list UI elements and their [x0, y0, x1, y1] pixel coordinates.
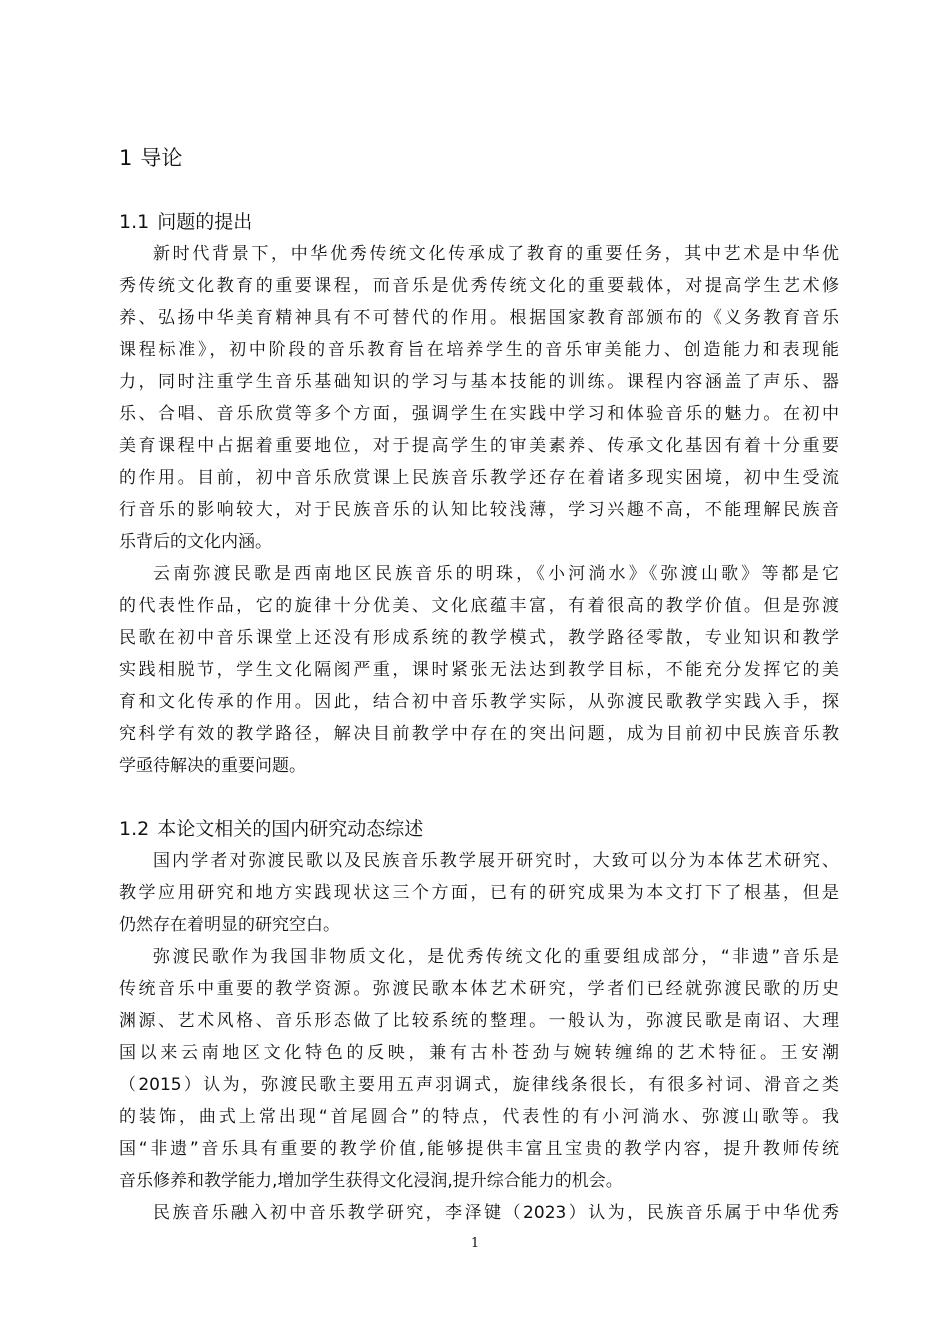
paragraph-line: 民歌在初中音乐课堂上还没有形成系统的教学模式，教学路径零散，专业知识和教学 [119, 628, 839, 648]
paragraph-line: 美育课程中占据着重要地位，对于提高学生的审美素养、传承文化基因有着十分重要 [119, 436, 839, 456]
page-number: 1 [470, 1236, 480, 1251]
paragraph-line: 乐、合唱、音乐欣赏等多个方面，强调学生在实践中学习和体验音乐的魅力。在初中 [119, 404, 839, 424]
paragraph-line: 国“非遗”音乐具有重要的教学价值,能够提供丰富且宝贵的教学内容，提升教师传统 [119, 1139, 839, 1159]
paragraph-line: 秀传统文化教育的重要课程，而音乐是优秀传统文化的重要载体，对提高学生艺术修 [119, 276, 839, 296]
paragraph-line: 民族音乐融入初中音乐教学研究，李泽键（2023）认为，民族音乐属于中华优秀 [153, 1203, 839, 1223]
paragraph-line: 究科学有效的教学路径，解决目前教学中存在的突出问题，成为目前初中民族音乐教 [119, 724, 839, 744]
chapter-title [119, 143, 182, 173]
paragraph-line: 弥渡民歌作为我国非物质文化，是优秀传统文化的重要组成部分，“非遗”音乐是 [153, 947, 839, 967]
paragraph-line: 音乐修养和教学能力,增加学生获得文化浸润,提升综合能力的机会。 [119, 1171, 623, 1191]
section-title-text: 问题的提出 [157, 211, 253, 233]
paragraph-line: 乐背后的文化内涵。 [119, 532, 272, 552]
paragraph-line: 实践相脱节，学生文化隔阂严重，课时紧张无法达到教学目标，不能充分发挥它的美 [119, 660, 839, 680]
chapter-number: 1 [119, 146, 133, 170]
paragraph-line: 的代表性作品，它的旋律十分优美、文化底蕴丰富，有着很高的教学价值。但是弥渡 [119, 596, 839, 616]
paragraph-line: 学亟待解决的重要问题。 [119, 756, 306, 776]
paragraph-line: 国以来云南地区文化特色的反映，兼有古朴苍劲与婉转缠绵的艺术特征。王安潮 [119, 1043, 839, 1063]
section-title-text: 本论文相关的国内研究动态综述 [157, 818, 424, 840]
paragraph-line: 行音乐的影响较大，对于民族音乐的认知比较浅薄，学习兴趣不高，不能理解民族音 [119, 500, 839, 520]
chapter-title-text: 导论 [140, 146, 183, 170]
paragraph-line: 课程标准》，初中阶段的音乐教育旨在培养学生的音乐审美能力、创造能力和表现能 [119, 340, 839, 360]
paragraph-line: 的装饰，曲式上常出现“首尾圆合”的特点，代表性的有小河淌水、弥渡山歌等。我 [119, 1107, 839, 1127]
paragraph-line: 育和文化传承的作用。因此，结合初中音乐教学实际，从弥渡民歌教学实践入手，探 [119, 692, 839, 712]
paragraph-line: 教学应用研究和地方实践现状这三个方面，已有的研究成果为本文打下了根基，但是 [119, 883, 839, 903]
paragraph-line: 国内学者对弥渡民歌以及民族音乐教学展开研究时，大致可以分为本体艺术研究、 [153, 851, 839, 871]
paragraph-line: （2015）认为，弥渡民歌主要用五声羽调式，旋律线条很长，有很多衬词、滑音之类 [119, 1075, 839, 1095]
section-number: 1.2 [119, 818, 150, 840]
paragraph-line: 的作用。目前，初中音乐欣赏课上民族音乐教学还存在着诸多现实困境，初中生受流 [119, 468, 839, 488]
section-heading-1-2 [119, 815, 423, 843]
paragraph-line: 力，同时注重学生音乐基础知识的学习与基本技能的训练。课程内容涵盖了声乐、器 [119, 372, 839, 392]
paragraph-line: 渊源、艺术风格、音乐形态做了比较系统的整理。一般认为，弥渡民歌是南诏、大理 [119, 1011, 839, 1031]
paragraph-line: 仍然存在着明显的研究空白。 [119, 915, 340, 935]
paragraph-line: 养、弘扬中华美育精神具有不可替代的作用。根据国家教育部颁布的《义务教育音乐 [119, 308, 839, 328]
paragraph-line: 云南弥渡民歌是西南地区民族音乐的明珠，《小河淌水》《弥渡山歌》等都是它 [153, 564, 839, 584]
paragraph-line: 传统音乐中重要的教学资源。弥渡民歌本体艺术研究，学者们已经就弥渡民歌的历史 [119, 979, 839, 999]
section-number: 1.1 [119, 211, 150, 233]
paragraph-line: 新时代背景下，中华优秀传统文化传承成了教育的重要任务，其中艺术是中华优 [153, 244, 839, 264]
section-heading-1-1 [119, 208, 252, 236]
